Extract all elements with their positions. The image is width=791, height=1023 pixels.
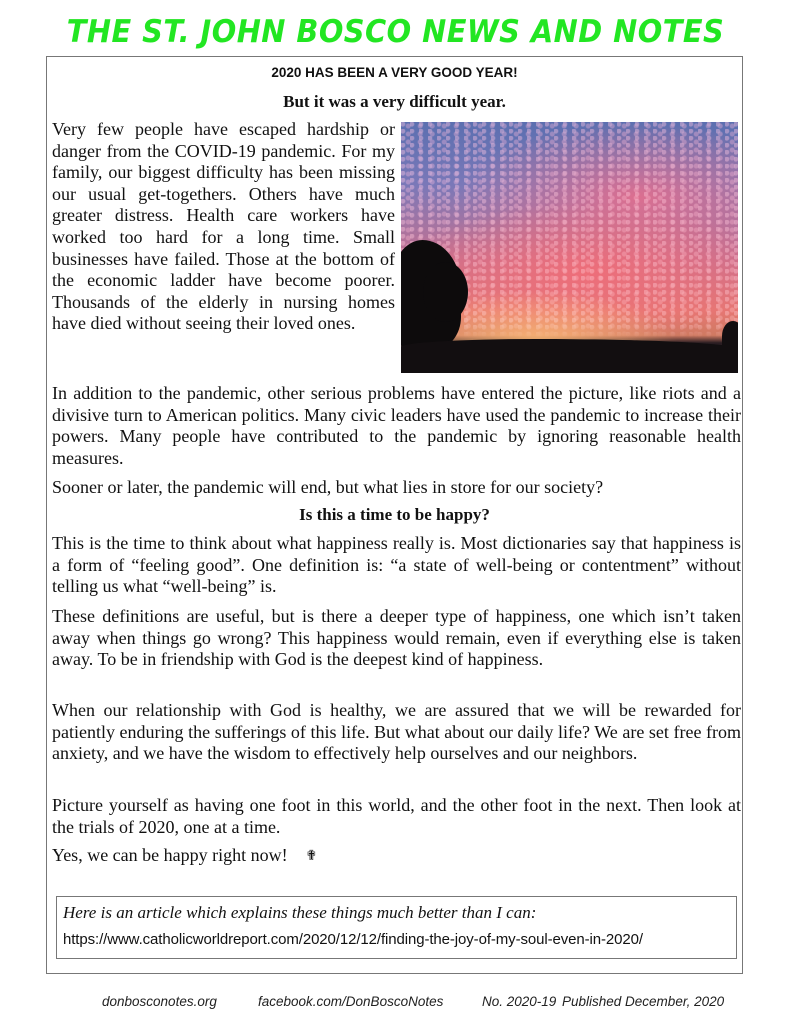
paragraph-deeper-happiness: These definitions are useful, but is there a deeper type of happiness, one which isn’t taken away when things go wrong? This happiness would remain, even if everything else is taken away. To be in friendship with God is the deepest kind of happiness.	[52, 606, 741, 670]
cross-icon: ✟	[305, 848, 318, 864]
footer-published-date: Published December, 2020	[562, 994, 725, 1009]
subhead-time-to-be-happy: Is this a time to be happy?	[299, 505, 490, 524]
paragraph-other-problems: In addition to the pandemic, other serious problems have entered the picture, like riots and a divisive turn to American politics. Many civic leaders have used the pandemic to increase their powers. Many people have contributed to the pandemic by ignoring reasonable health measures.	[52, 383, 741, 468]
closing-text: Yes, we can be happy right now!	[52, 845, 288, 865]
footer-facebook: facebook.com/DonBoscoNotes	[258, 994, 444, 1009]
article-kicker: 2020 HAS BEEN A VERY GOOD YEAR!	[271, 65, 518, 80]
paragraph-relationship-with-god: When our relationship with God is healthy, we are assured that we will be rewarded for patiently enduring the sufferings of this life. But what about our daily life? We are set free from anxiety, and we have the wisdom to effectively help ourselves and our neighbors.	[52, 700, 741, 764]
closing-line	[52, 845, 741, 868]
tree-silhouette-canopy	[423, 262, 468, 322]
article-frame	[46, 56, 743, 974]
intro-paragraph: Very few people have escaped hardship or danger from the COVID-19 pandemic. For my family, our biggest difficulty has been missing our usual get-togethers. Others have much greater distress. Health care workers have worked too hard for a long time. Small businesses have failed. Those at the bottom of the economic ladder have become poorer. Thousands of the elderly in nursing homes have died without seeing their loved ones.	[52, 119, 395, 334]
paragraph-one-foot: Picture yourself as having one foot in this world, and the other foot in the next. Then look at the trials of 2020, one at a time.	[52, 795, 741, 837]
footer-website: donbosconotes.org	[102, 994, 217, 1009]
masthead-title: THE ST. JOHN BOSCO NEWS AND NOTES	[66, 14, 725, 50]
paragraph-what-happiness-is: This is the time to think about what happiness really is. Most dictionaries say that happiness is a form of “feeling good”. One definition is: “a state of well-being or contentment” without telling us what “well-being” is.	[52, 533, 741, 597]
article-url-link[interactable]: https://www.catholicworldreport.com/2020/12/12/finding-the-joy-of-my-soul-even-in-2020/	[63, 931, 643, 948]
subhead-difficult-year: But it was a very difficult year.	[283, 92, 506, 111]
footer-issue-number: No. 2020-19	[482, 994, 557, 1009]
ground-silhouette	[401, 339, 738, 373]
sunset-photo	[401, 122, 738, 373]
article-link-box	[56, 896, 737, 959]
link-lead-text: Here is an article which explains these things much better than I can:	[63, 903, 537, 922]
paragraph-sooner-or-later: Sooner or later, the pandemic will end, but what lies in store for our society?	[52, 477, 604, 497]
